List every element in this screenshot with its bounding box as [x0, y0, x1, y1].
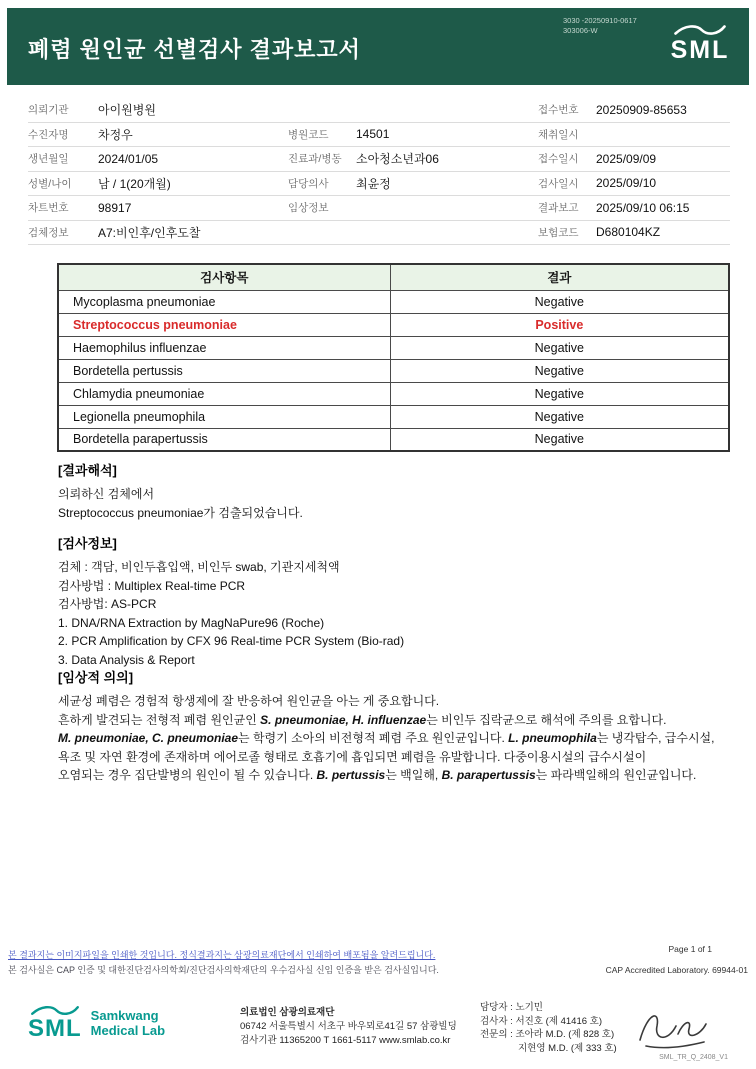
image-print-notice: 본 결과지는 이미지파일을 인쇄한 것입니다. 정식결과지는 삼광의료재단에서 인쇄하여 배포됨을 알려드립니다. — [8, 950, 436, 960]
patient-info-row — [28, 172, 730, 197]
staff-block — [480, 1001, 617, 1055]
test-result: Negative — [390, 405, 729, 428]
patient-info-label: 검사일시 — [538, 177, 579, 190]
test-name: Streptococcus pneumoniae — [58, 313, 390, 336]
patient-info-value: D680104KZ — [596, 225, 661, 240]
section-title-test-info: [검사정보] — [58, 536, 117, 551]
patient-info-value: 남 / 1(20개월) — [98, 176, 171, 191]
patient-info-value: 차정우 — [98, 127, 133, 142]
clinical-lines: 세균성 폐렴은 경험적 항생제에 잘 반응하여 원인균을 아는 게 중요합니다. 흔하게 발견되는 전형적 폐렴 원인균인 S. pneumoniae, H. influenzae는 비인두 집락균으로 해석에 주의를 요합니다. M. pneumoniae, C. pneumoniae는 학령기 소아의 비전형적 폐렴 주요 원인균입니다. L. pneumophila는 냉각탑수, 급수시설, 욕조 및 자연 환경에 존재하며 에어로졸 형태로 호흡기에 흡입되면 폐렴을 유발합니다. 다중이용시설의 급수시설이 오염되는 경우 집단발병의 원인이 될 수 있습니다. B. pertussis는 백일해, B. parapertussis는 파라백일해의 원인균입니다. — [58, 694, 715, 782]
patient-info-value: 14501 — [356, 127, 390, 142]
document-codes — [563, 16, 637, 35]
sml-wave-icon — [672, 23, 728, 37]
test-result: Negative — [390, 428, 729, 451]
patient-info-label: 진료과/병동 — [288, 153, 342, 166]
results-row — [58, 428, 729, 451]
patient-info-value: 20250909-85653 — [596, 102, 687, 117]
section-test-info — [58, 533, 718, 669]
sml-logo-text: SML — [28, 1015, 82, 1042]
test-result: Negative — [390, 290, 729, 313]
signature-icon — [626, 1002, 718, 1054]
section-clinical-significance — [58, 667, 718, 785]
accreditation-notice: 본 검사실은 CAP 인증 및 대한진단검사의학회/진단검사의학재단의 우수검사실 신임 인증을 받은 검사실입니다. — [8, 965, 439, 975]
test-name: Bordetella parapertussis — [58, 428, 390, 451]
brand-line-1: Samkwang — [90, 1007, 159, 1023]
sml-logo-header — [663, 23, 737, 63]
page-number: Page 1 of 1 — [668, 944, 712, 954]
patient-info-label: 채취일시 — [538, 128, 579, 141]
brand-line-2: Medical Lab — [90, 1022, 166, 1038]
results-header-row — [58, 264, 729, 290]
patient-info-value: 소아청소년과06 — [356, 152, 439, 167]
patient-info-label: 접수일시 — [538, 153, 579, 166]
patient-info-label: 생년월일 — [28, 153, 69, 166]
staff-examiner: 검사자 : 서진호 (제 41416 호) — [480, 1015, 602, 1027]
lab-org-name: 의료법인 삼광의료재단 — [240, 1007, 335, 1018]
lab-contact: 검사기관 11365200 T 1661-5117 www.smlab.co.kr — [240, 1035, 451, 1046]
staff-specialist-1: 전문의 : 조아라 M.D. (제 828 호) — [480, 1029, 615, 1040]
patient-info-value: 아이원병원 — [98, 103, 156, 118]
results-header-result: 결과 — [390, 264, 729, 290]
patient-info-row — [28, 221, 730, 246]
patient-info-label: 의뢰기관 — [28, 104, 69, 117]
patient-info-label: 담당의사 — [288, 177, 329, 190]
test-name: Bordetella pertussis — [58, 359, 390, 382]
sml-logo-footer — [28, 1004, 165, 1041]
patient-info-value: 2025/09/09 — [596, 151, 657, 166]
patient-info-label: 보험코드 — [538, 226, 579, 239]
patient-info-value: A7:비인후/인후도찰 — [98, 225, 201, 240]
patient-info-label: 차트번호 — [28, 202, 69, 215]
patient-info-row — [28, 196, 730, 221]
patient-info-label: 병원코드 — [288, 128, 329, 141]
patient-info-value: 2024/01/05 — [98, 151, 159, 166]
test-result: Negative — [390, 359, 729, 382]
test-result: Positive — [390, 313, 729, 336]
patient-info-value: 2025/09/10 — [596, 176, 657, 191]
patient-info-label: 결과보고 — [538, 202, 579, 215]
document-code-1: 3030 -20250910-0617 — [563, 16, 637, 25]
results-header-test: 검사항목 — [58, 264, 390, 290]
sml-brand-name — [91, 1008, 165, 1038]
results-row — [58, 405, 729, 428]
test-result: Negative — [390, 382, 729, 405]
test-info-lines: 검체 : 객담, 비인두흡입액, 비인두 swab, 기관지세척액 검사방법 : Multiplex Real-time PCR 검사방법: AS-PCR 1. DNA/RNA Extraction by MagNaPure96 (Roche) 2. PCR Amplification by CFX 96 Real-time PCR System (Bio-rad) 3. Data Analysis & Report — [58, 560, 405, 667]
section-result-interpretation — [58, 460, 718, 522]
patient-info-row — [28, 98, 730, 123]
results-row — [58, 290, 729, 313]
results-row — [58, 359, 729, 382]
document-code-2: 303006-W — [563, 25, 598, 35]
sml-logo-mark — [28, 1004, 82, 1041]
section-title-clinical: [임상적 의의] — [58, 670, 134, 685]
patient-info-label: 접수번호 — [538, 104, 579, 117]
results-row — [58, 313, 729, 336]
form-version-code: SML_TR_Q_2408_V1 — [659, 1054, 728, 1061]
patient-info-label: 성별/나이 — [28, 177, 72, 190]
results-row — [58, 382, 729, 405]
test-name: Chlamydia pneumoniae — [58, 382, 390, 405]
test-name: Mycoplasma pneumoniae — [58, 290, 390, 313]
patient-info-row — [28, 147, 730, 172]
test-name: Legionella pneumophila — [58, 405, 390, 428]
patient-info-label: 수진자명 — [28, 128, 69, 141]
patient-info-value: 98917 — [98, 200, 132, 215]
staff-specialist-2: 지현영 M.D. (제 333 호) — [518, 1042, 617, 1054]
patient-info-value: 최윤정 — [356, 176, 391, 191]
section-title-interpretation: [결과해석] — [58, 463, 117, 478]
patient-info-label: 임상정보 — [288, 202, 329, 215]
report-footer — [28, 1000, 730, 1062]
report-title: 폐렴 원인균 선별검사 결과보고서 — [28, 37, 361, 62]
interpretation-lines: 의뢰하신 검체에서 Streptococcus pneumoniae가 검출되었습니다. — [58, 487, 303, 520]
patient-info-label: 검체정보 — [28, 226, 69, 239]
staff-manager: 담당자 : 노기민 — [480, 1002, 543, 1013]
sml-logo-text: SML — [670, 36, 730, 64]
patient-info-row — [28, 123, 730, 148]
results-row — [58, 336, 729, 359]
patient-info-table — [28, 98, 730, 245]
test-name: Haemophilus influenzae — [58, 336, 390, 359]
cap-accreditation-text: CAP Accredited Laboratory. 69944-01 — [605, 965, 748, 975]
lab-address-block — [240, 1006, 457, 1048]
lab-address: 06742 서울특별시 서초구 바우뫼로41길 57 삼광빌딩 — [240, 1021, 457, 1032]
report-header — [7, 8, 749, 85]
test-result: Negative — [390, 336, 729, 359]
patient-info-value: 2025/09/10 06:15 — [596, 200, 690, 215]
results-table — [57, 263, 730, 452]
